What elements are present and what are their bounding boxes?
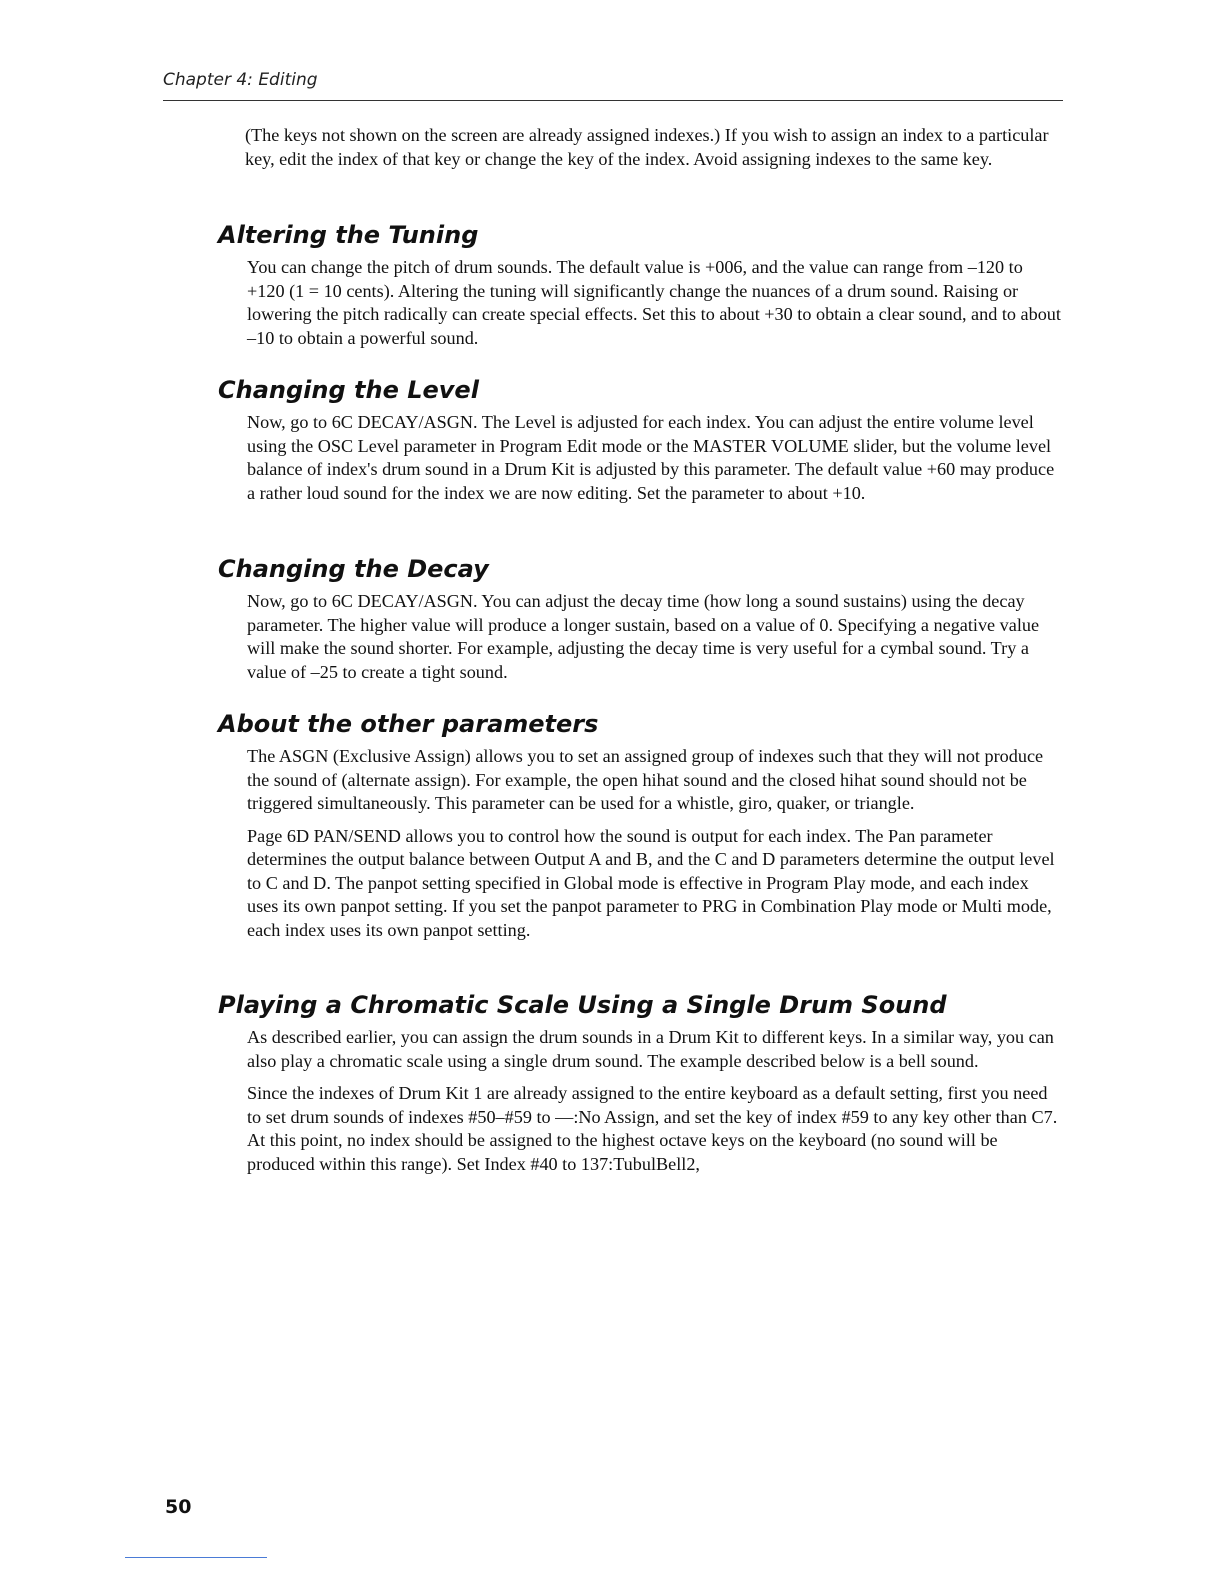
section-paragraph: Page 6D PAN/SEND allows you to control how the sound is output for each index. The Pan parameter determines the output balance between Output A and B, and the C and D parameters determine the output level to C and D. The panpot setting specified in Global mode is effective in Program Play mode, and each index uses its own panpot setting. If you set the panpot parameter to PRG in Combination Play mode or Multi mode, each index uses its own panpot setting. [247,825,1055,940]
intro-paragraph [245,124,1065,171]
section-changing-level [218,375,1068,505]
section-chromatic-scale [218,990,1068,1176]
intro-text: (The keys not shown on the screen are already assigned indexes.) If you wish to assign an index to a particular key, edit the index of that key or change the key of the index. Avoid assigning indexes to the same key. [245,125,1049,169]
page-number: 50 [165,1496,192,1518]
section-heading: About the other parameters [218,710,599,738]
section-heading: Altering the Tuning [218,221,479,249]
section-other-parameters [218,709,1068,942]
section-altering-tuning [218,220,1068,350]
section-paragraph: Now, go to 6C DECAY/ASGN. You can adjust the decay time (how long a sound sustains) using the decay parameter. The higher value will produce a longer sustain, based on a value of 0. Specifying a negative value will make the sound shorter. For example, adjusting the decay time is very useful for a cymbal sound. Try a value of –25 to create a tight sound. [247,591,1040,682]
section-paragraph: As described earlier, you can assign the drum sounds in a Drum Kit to different keys. In a similar way, you can also play a chromatic scale using a single drum sound. The example described below is a bell sound. [247,1027,1054,1071]
section-heading: Changing the Decay [218,555,489,583]
section-changing-decay [218,554,1068,684]
section-heading: Playing a Chromatic Scale Using a Single Drum Sound [218,991,947,1019]
footer-rule [125,1557,267,1558]
section-paragraph: The ASGN (Exclusive Assign) allows you to set an assigned group of indexes such that they will not produce the sound of (alternate assign). For example, the open hihat sound and the closed hihat sound should not be triggered simultaneously. This parameter can be used for a whistle, giro, quaker, or triangle. [247,746,1044,813]
section-paragraph: You can change the pitch of drum sounds. The default value is +006, and the value can range from –120 to +120 (1 = 10 cents). Altering the tuning will significantly change the nuances of a drum sound. Raising or lowering the pitch radically can create special effects. Set this to about +30 to obtain a clear sound, and to about –10 to obtain a powerful sound. [247,257,1061,348]
section-paragraph: Now, go to 6C DECAY/ASGN. The Level is adjusted for each index. You can adjust the entire volume level using the OSC Level parameter in Program Edit mode or the MASTER VOLUME slider, but the volume level balance of index's drum sound in a Drum Kit is adjusted by this parameter. The default value +60 may produce a rather loud sound for the index we are now editing. Set the parameter to about +10. [247,412,1055,503]
chapter-header: Chapter 4: Editing [163,70,318,90]
section-heading: Changing the Level [218,376,479,404]
header-divider [163,100,1063,101]
section-paragraph: Since the indexes of Drum Kit 1 are already assigned to the entire keyboard as a default setting, first you need to set drum sounds of indexes #50–#59 to —:No Assign, and set the key of index #59 to any key other than C7. At this point, no index should be assigned to the highest octave keys on the keyboard (no sound will be produced within this range). Set Index #40 to 137:TubulBell2, [247,1083,1058,1174]
